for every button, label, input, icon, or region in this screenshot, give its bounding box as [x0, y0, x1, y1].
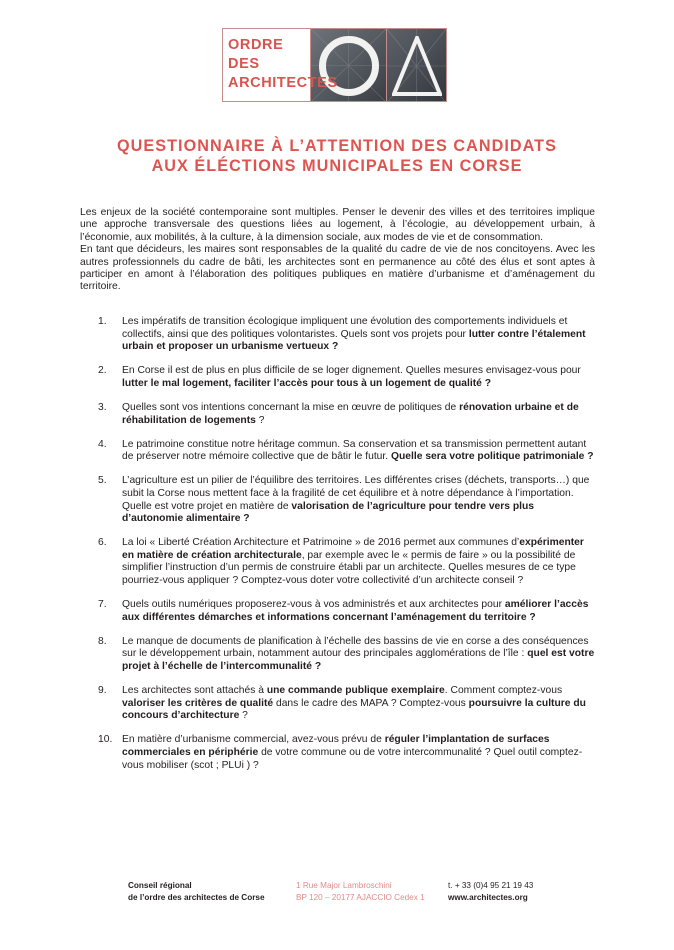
question-text-emphasis: poursuivre la culture du concours d’architecture: [122, 697, 586, 722]
question-text-emphasis: une commande publique exemplaire: [266, 685, 445, 697]
question-text: [122, 439, 598, 464]
logo-frame: [222, 28, 447, 102]
question-item: [98, 599, 598, 624]
question-text-emphasis: expérimenter en matière de création architecturale: [122, 537, 584, 561]
question-text-plain: Le manque de documents de planification à l’échelle des bassins de vie en corse a des conséquences sur le développement urbain, notamment autour des principales agglomérations de l’île :: [122, 635, 589, 660]
question-text-plain: , par exemple avec le « permis de faire » ou la possibilité de simplifier l’instruction d’un permis de construire établi par un architecte. Quelles mesures de ce type pourriez-vous appliquer ? Comptez-vous doter votre collectivité d’un architecte conseil ?: [122, 549, 576, 586]
triangle-a-icon: [392, 36, 442, 96]
question-item: [98, 365, 598, 390]
question-text-plain: Quelles sont vos intentions concernant la mise en œuvre de politiques de: [122, 401, 460, 413]
question-text: [122, 734, 598, 772]
question-text-plain: ?: [239, 710, 248, 722]
question-text-emphasis: réguler l’implantation de surfaces commerciales en périphérie: [122, 734, 550, 758]
footer-website[interactable]: www.architectes.org: [448, 892, 528, 902]
page-footer: [0, 880, 674, 914]
page-title-line1: QUESTIONNAIRE À L’ATTENTION DES CANDIDATS: [117, 137, 557, 155]
question-item: [98, 316, 598, 354]
question-text: [122, 475, 598, 525]
logo-wordmark-line1: ORDRE: [228, 37, 284, 53]
question-number: 9.: [98, 685, 107, 697]
question-text: [122, 316, 598, 354]
question-text-plain: dans le cadre des MAPA ? Comptez-vous: [273, 697, 469, 709]
question-number: 1.: [98, 316, 107, 327]
question-number: 3.: [98, 401, 107, 413]
footer-org-line2: de l’ordre des architectes de Corse: [128, 892, 265, 902]
question-text-emphasis: lutter contre l’étalement urbain et proposer un urbanisme vertueux ?: [122, 328, 586, 353]
logo-panel-circle: [311, 29, 387, 101]
question-text: [122, 636, 598, 674]
intro-paragraph-1: Les enjeux de la société contemporaine sont multiples. Penser le devenir des villes et des territoires implique une approche transversale des questions liées au logement, à l’écologie, au développement urbain, à l’économie, aux mobilités, à la culture, à la dimension sociale, aux modes de vie et de consommation.: [80, 207, 595, 243]
intro-paragraph-2: En tant que décideurs, les maires sont responsables de la qualité du cadre de vie de nos concitoyens. Avec les autres professionnels du cadre de bâti, les architectes sont en permanence au côté des élus et sont aptes à participer en amont à l’élaboration des politiques publiques en matière d’urbanisme et d’aménagement du territoire.: [80, 244, 595, 293]
footer-contact: [448, 880, 533, 903]
question-number: 4.: [98, 438, 107, 450]
question-item: [98, 685, 598, 723]
question-item: [98, 636, 598, 674]
question-text: [122, 685, 598, 723]
question-text: [122, 402, 598, 427]
question-number: 10.: [98, 734, 113, 746]
question-text: [122, 537, 598, 587]
intro-text: [80, 207, 595, 294]
question-item: [98, 475, 598, 525]
question-text-emphasis: rénovation urbaine et de réhabilitation de logements: [122, 401, 579, 426]
logo-panel-triangle: [387, 29, 446, 101]
question-text: [122, 599, 598, 624]
question-text-plain: Les impératifs de transition écologique impliquent une évolution des comportements individuels et collectifs, ainsi que des politiques volontaristes. Quels sont vos projets pour: [122, 316, 568, 340]
footer-phone: t. + 33 (0)4 95 21 19 43: [448, 881, 534, 890]
page-title: [0, 136, 674, 176]
question-item: [98, 537, 598, 587]
question-text-plain: Quels outils numériques proposerez-vous à vos administrés et aux architectes pour: [122, 599, 505, 611]
logo-wordmark-line2: DES: [228, 56, 260, 72]
question-text-plain: En Corse il est de plus en plus difficile de se loger dignement. Quelles mesures envisagez-vous pour: [122, 365, 581, 377]
question-text-emphasis: valoriser les critères de qualité: [122, 697, 274, 709]
footer-address: [296, 880, 425, 903]
page-title-line2: AUX ÉLÉCTIONS MUNICIPALES EN CORSE: [151, 157, 523, 175]
footer-address-line1: 1 Rue Major Lambroschini: [296, 881, 392, 890]
question-text-plain: L’agriculture est un pilier de l’équilibre des territoires. Les différentes crises (déchets, transports…) que subit la Corse nous mettent face à la fragilité de cet équilibre et à notre dépendance à l’importation. Quelle est votre projet en matière de: [122, 475, 590, 512]
question-text-emphasis: Quelle sera votre politique patrimoniale ?: [391, 451, 594, 463]
question-text-plain: Les architectes sont attachés à: [122, 685, 267, 697]
question-text: [122, 365, 598, 390]
question-text-plain: Le patrimoine constitue notre héritage commun. Sa conservation et sa transmission permettent autant de préserver notre mémoire collective que de bâtir le futur.: [122, 438, 587, 463]
footer-address-line2: BP 120 – 20177 AJACCIO Cedex 1: [296, 892, 425, 902]
question-number: 8.: [98, 635, 107, 647]
question-text-emphasis: lutter le mal logement, faciliter l’accès pour tous à un logement de qualité ?: [122, 377, 492, 389]
question-text-plain: . Comment comptez-vous: [444, 685, 563, 697]
question-text-plain: de votre commune ou de votre intercommunalité ? Quel outil comptez-vous mobiliser (scot ; PLUi ) ?: [122, 746, 583, 771]
question-text-emphasis: quel est votre projet à l’échelle de l’intercommunalité ?: [122, 648, 595, 672]
question-number: 2.: [98, 365, 107, 377]
logo-panel-text: [223, 29, 311, 101]
question-text-emphasis: améliorer l’accès aux différentes démarches et informations concernant l’aménagement du territoire ?: [122, 599, 589, 623]
questions-list: [98, 316, 598, 784]
question-number: 6.: [98, 537, 107, 549]
question-text-plain: En matière d’urbanisme commercial, avez-vous prévu de: [122, 734, 385, 746]
question-item: [98, 734, 598, 772]
footer-organisation: [128, 880, 265, 903]
question-text-plain: La loi « Liberté Création Architecture et Patrimoine » de 2016 permet aux communes d’: [122, 537, 520, 549]
circle-o-icon: [319, 36, 379, 96]
question-number: 7.: [98, 599, 107, 611]
question-text-plain: ?: [255, 414, 265, 426]
question-item: [98, 402, 598, 427]
footer-org-line1: Conseil régional: [128, 881, 192, 890]
ordre-des-architectes-logo: [222, 28, 447, 102]
question-number: 5.: [98, 475, 107, 487]
logo-wordmark-line3: ARCHITECTES: [228, 75, 338, 91]
question-text-emphasis: valorisation de l’agriculture pour tendre vers plus d’autonomie alimentaire ?: [122, 500, 535, 525]
question-item: [98, 439, 598, 464]
